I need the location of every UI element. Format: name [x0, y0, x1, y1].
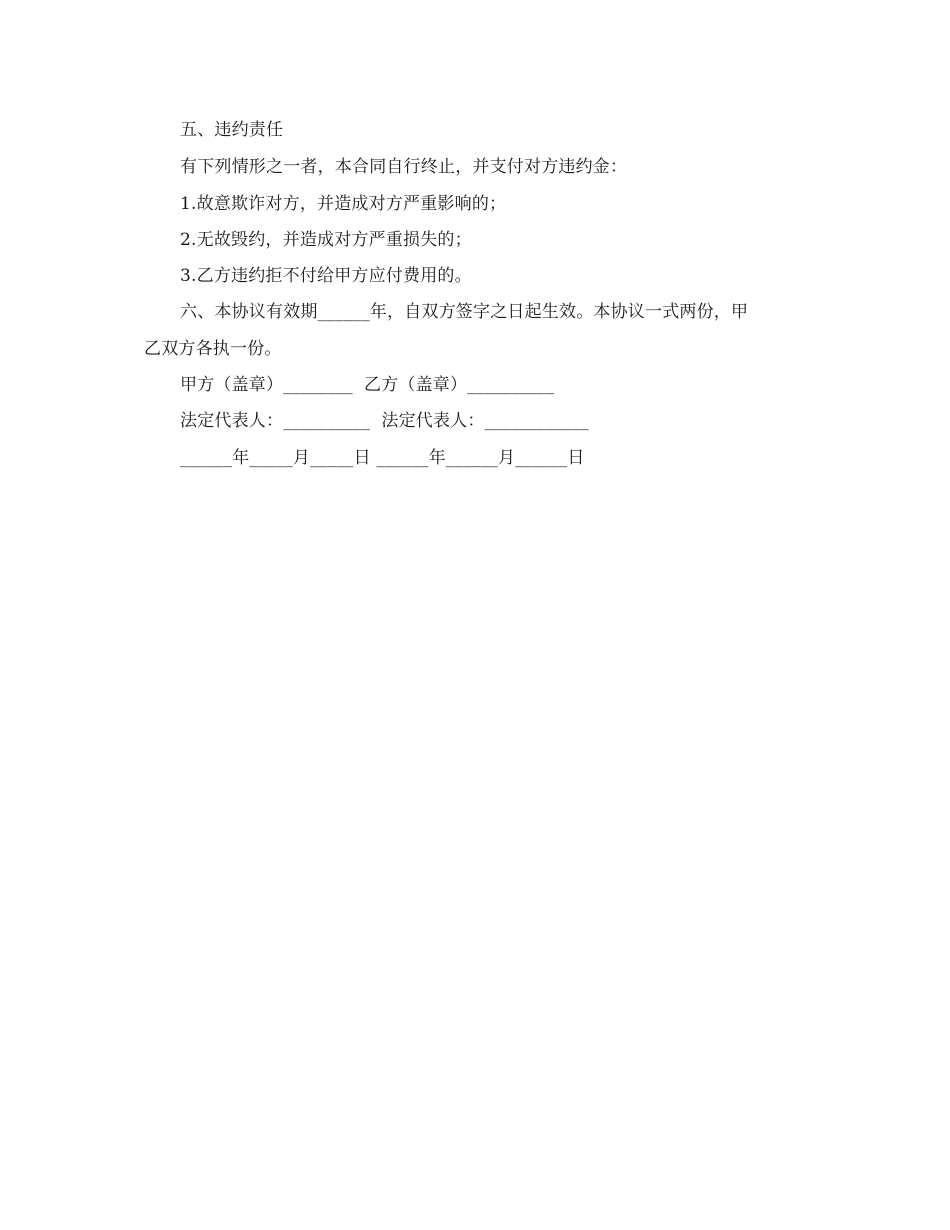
section5-item: 3.乙方违约拒不付给甲方应付费用的。 — [180, 266, 472, 286]
signature-representatives: 法定代表人：__________ 法定代表人：____________ — [180, 411, 590, 431]
section5-item: 2.无故毁约，并造成对方严重损失的； — [180, 230, 472, 250]
section6-paragraph-line2: 乙双方各执一份。 — [144, 339, 282, 359]
signature-dates: ______年_____月_____日 ______年______月______日 — [180, 448, 585, 468]
signature-parties: 甲方（盖章）________ 乙方（盖章）__________ — [180, 375, 555, 395]
section5-intro: 有下列情形之一者，本合同自行终止，并支付对方违约金： — [180, 157, 628, 177]
section5-item: 1.故意欺诈对方，并造成对方严重影响的； — [180, 194, 507, 214]
section6-paragraph-line1: 六、本协议有效期______年，自双方签字之日起生效。本协议一式两份，甲 — [180, 302, 749, 322]
section5-heading: 五、违约责任 — [180, 120, 284, 140]
